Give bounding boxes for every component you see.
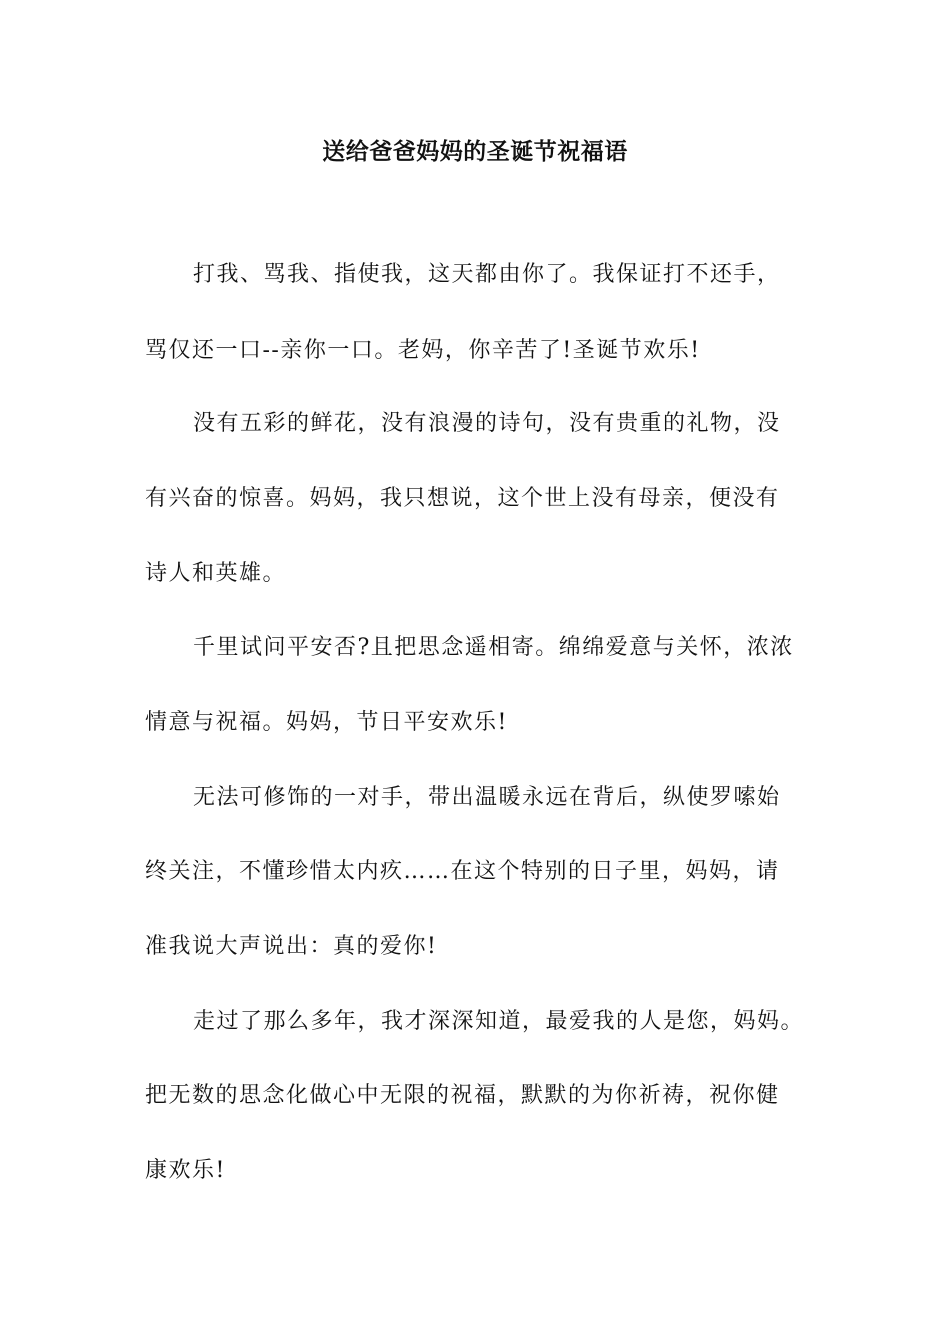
paragraph-3-line-2: 情意与祝福。妈妈，节日平安欢乐!: [145, 710, 508, 735]
paragraph-4-line-3: 准我说大声说出：真的爱你!: [145, 934, 438, 959]
document-title: 送给爸爸妈妈的圣诞节祝福语: [322, 139, 628, 165]
paragraph-3-line-1: 千里试问平安否?且把思念遥相寄。绵绵爱意与关怀，浓浓: [193, 635, 794, 660]
paragraph-5-line-1: 走过了那么多年，我才深深知道，最爱我的人是您，妈妈。: [193, 1009, 805, 1034]
paragraph-4-line-2: 终关注，不懂珍惜太内疚……在这个特别的日子里，妈妈，请: [145, 859, 780, 884]
paragraph-5-line-2: 把无数的思念化做心中无限的祝福，默默的为你祈祷，祝你健: [145, 1083, 780, 1108]
paragraph-2-line-3: 诗人和英雄。: [145, 561, 287, 586]
paragraph-1-line-2: 骂仅还一口--亲你一口。老妈，你辛苦了!圣诞节欢乐!: [145, 338, 701, 363]
paragraph-2-line-1: 没有五彩的鲜花，没有浪漫的诗句，没有贵重的礼物，没: [193, 411, 781, 436]
paragraph-4-line-1: 无法可修饰的一对手，带出温暖永远在背后，纵使罗嗦始: [193, 785, 781, 810]
paragraph-1-line-1: 打我、骂我、指使我，这天都由你了。我保证打不还手，: [193, 262, 781, 287]
paragraph-2-line-2: 有兴奋的惊喜。妈妈，我只想说，这个世上没有母亲，便没有: [145, 486, 780, 511]
paragraph-5-line-3: 康欢乐!: [145, 1158, 226, 1183]
